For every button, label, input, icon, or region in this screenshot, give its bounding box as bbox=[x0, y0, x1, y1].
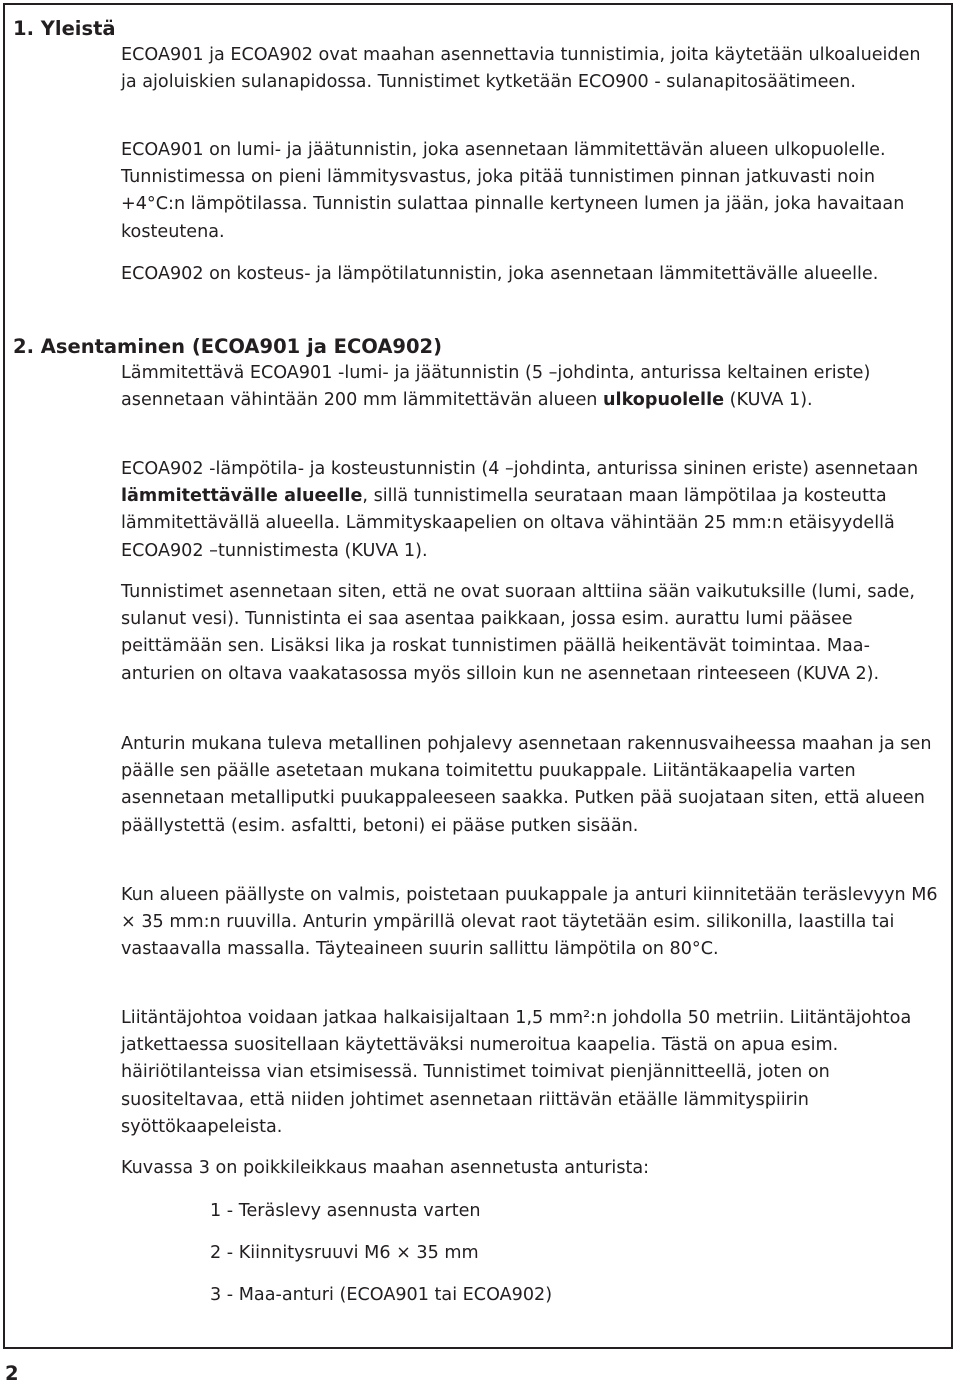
paragraph: Liitäntäjohtoa voidaan jatkaa halkaisijaltaan 1,5 mm²:n johdolla 50 metriin. Liitäntäjohtoa jatkettaessa suositellaan käytettäväksi numeroitua kaapelia. Tästä on apua esim. häiriötilanteissa vian etsimisessä. Tunnistimet toimivat pienjännitteellä, joten on suositeltavaa, että niiden johtimet asennetaan riittävän etäälle lämmityspiirin syöttökaapeleista. bbox=[121, 1008, 912, 1137]
text-run: , sillä tunnistimella seurataan maan lämpötilaa ja kosteutta lämmitettävällä alueella. Lämmityskaapelien on oltava vähintään 25 mm:n etäisyydellä ECOA902 –tunnistimesta (KUVA 1). bbox=[121, 486, 895, 561]
paragraph: Kuvassa 3 on poikkileikkaus maahan asennetusta anturista: bbox=[121, 1158, 650, 1178]
text-run: Lämmitettävä ECOA901 -lumi- ja jäätunnistin (5 –johdinta, anturissa keltainen eriste) asennetaan vähintään 200 mm lämmitettävän alueen bbox=[121, 363, 871, 411]
page-number: 2 bbox=[5, 1362, 19, 1385]
paragraph bbox=[121, 456, 939, 565]
paragraph: Tunnistimet asennetaan siten, että ne ovat suoraan alttiina sään vaikutuksille (lumi, sade, sulanut vesi). Tunnistinta ei saa asentaa paikkaan, jossa esim. aurattu lumi pääsee peittämään sen. Lisäksi lika ja roskat tunnistimen päällä heikentävät toimintaa. Maa-anturien on oltava vaakatasossa myös silloin kun ne asennetaan rinteeseen (KUVA 2). bbox=[121, 582, 915, 684]
list-item: 3 - Maa-anturi (ECOA901 tai ECOA902) bbox=[210, 1285, 553, 1305]
emphasis-text: ulkopuolelle bbox=[603, 390, 725, 411]
paragraph: ECOA901 ja ECOA902 ovat maahan asennettavia tunnistimia, joita käytetään ulkoalueiden ja ajoluiskien sulanapidossa. Tunnistimet kytketään ECO900 - sulanapitosäätimeen. bbox=[121, 45, 921, 93]
paragraph: ECOA901 on lumi- ja jäätunnistin, joka asennetaan lämmitettävän alueen ulkopuolelle. Tunnistimessa on pieni lämmitysvastus, joka pitää tunnistimen pinnan jatkuvasti noin +4°C:n lämpötilassa. Tunnistin sulattaa pinnalle kertyneen lumen ja jään, joka havaitaan kosteutena. bbox=[121, 140, 905, 242]
section-heading-yleista: 1. Yleistä bbox=[13, 17, 116, 40]
emphasis-text: lämmitettävälle alueelle bbox=[121, 486, 363, 507]
list-item: 2 - Kiinnitysruuvi M6 × 35 mm bbox=[210, 1243, 479, 1263]
paragraph: Anturin mukana tuleva metallinen pohjalevy asennetaan rakennusvaiheessa maahan ja sen päälle sen päälle asetetaan mukana toimitettu puukappale. Liitäntäkaapelia varten asennetaan metalliputki puukappaleeseen saakka. Putken pää suojataan siten, että alueen päällystettä (esim. asfaltti, betoni) ei pääse putken sisään. bbox=[121, 734, 932, 836]
list-item: 1 - Teräslevy asennusta varten bbox=[210, 1201, 481, 1221]
paragraph: Kun alueen päällyste on valmis, poistetaan puukappale ja anturi kiinnitetään teräslevyyn M6 × 35 mm:n ruuvilla. Anturin ympärillä olevat raot täytetään esim. silikonilla, laastilla tai vastaavalla massalla. Täyteaineen suurin sallittu lämpötila on 80°C. bbox=[121, 885, 938, 960]
text-run: (KUVA 1). bbox=[724, 390, 813, 411]
paragraph: ECOA902 on kosteus- ja lämpötilatunnistin, joka asennetaan lämmitettävälle alueelle. bbox=[121, 264, 879, 284]
text-run: ECOA902 -lämpötila- ja kosteustunnistin (4 –johdinta, anturissa sininen eriste) asennetaan bbox=[121, 459, 919, 479]
section-heading-asentaminen: 2. Asentaminen (ECOA901 ja ECOA902) bbox=[13, 335, 443, 358]
paragraph bbox=[121, 360, 939, 414]
